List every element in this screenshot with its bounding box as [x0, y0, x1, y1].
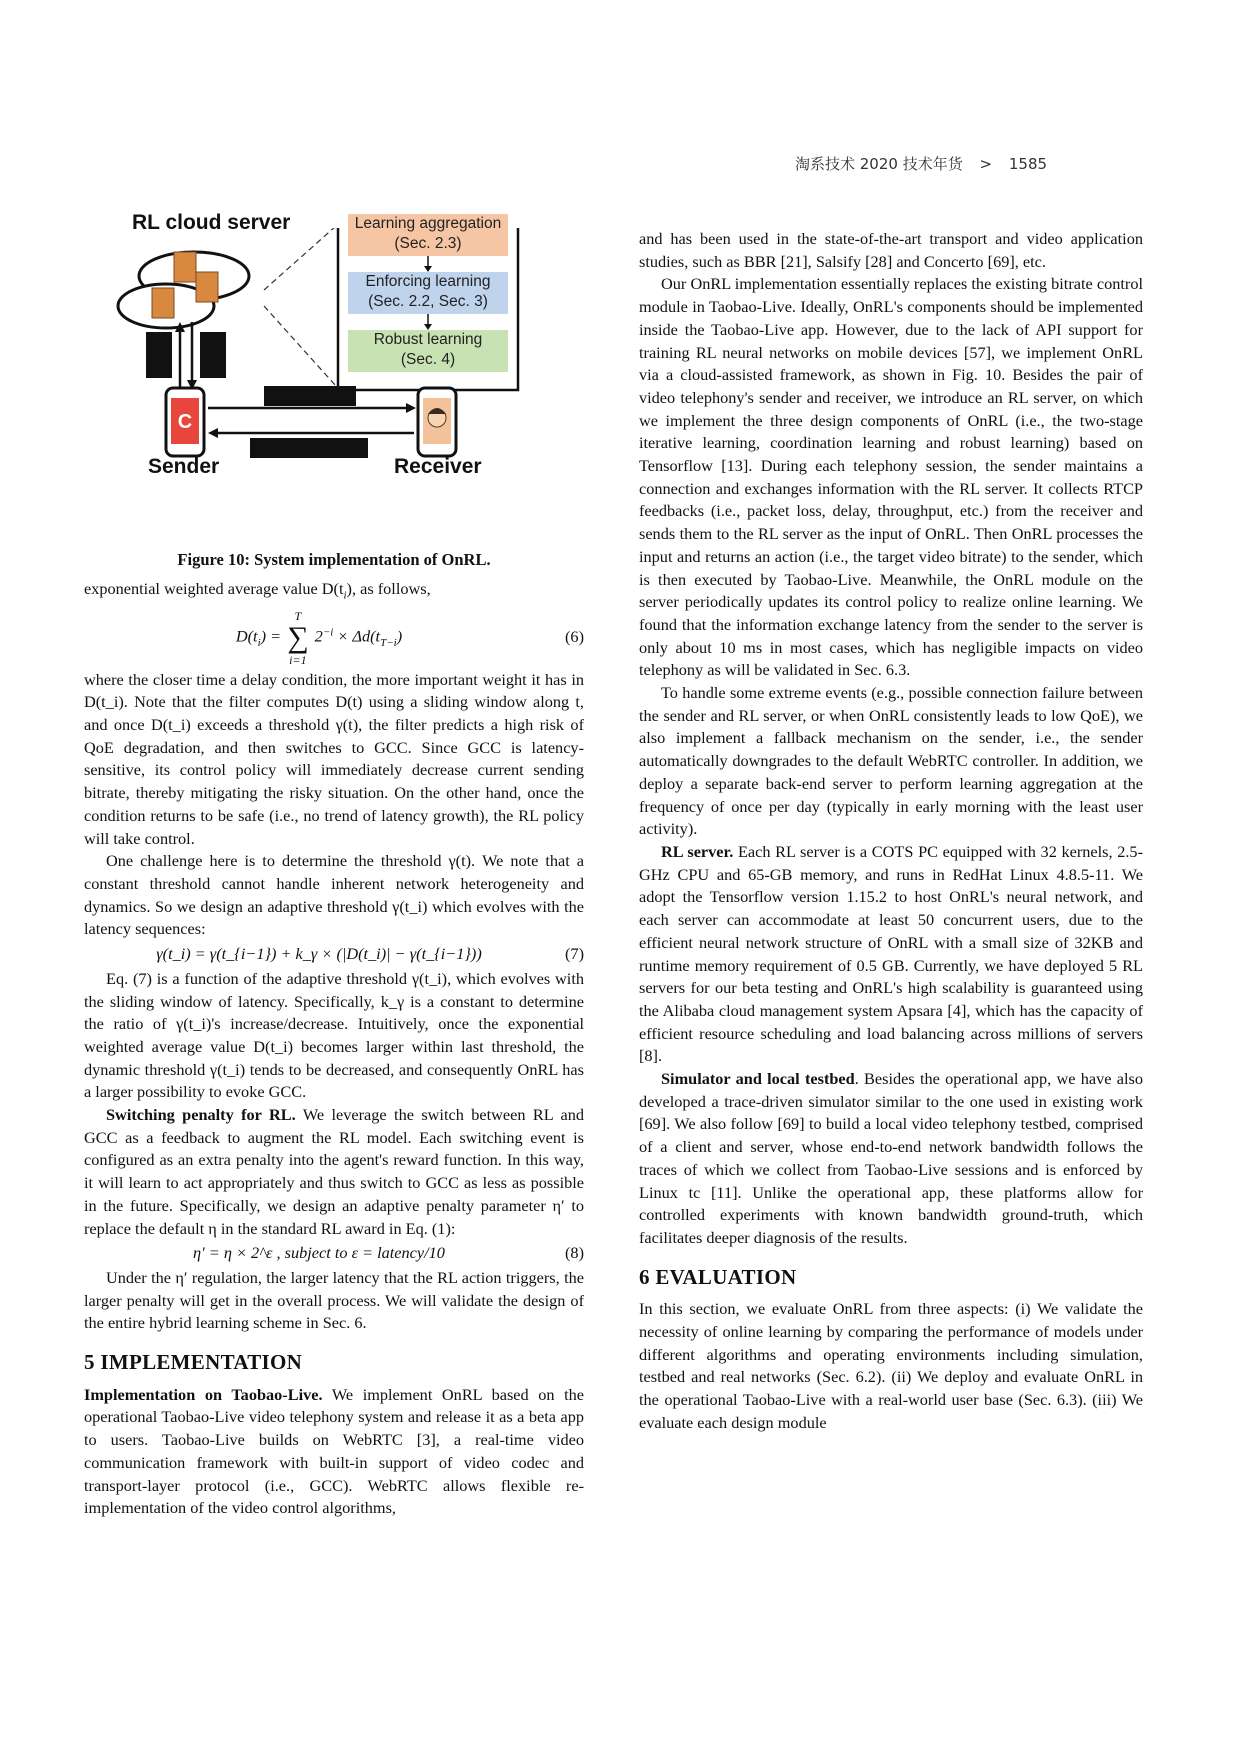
- paragraph: Switching penalty for RL. We leverage the switch between RL and GCC as a feedback to augment the RL model. Each switching event is configured as an extra penalty into the agent's reward function. In this way, it will learn to act appropriately and thus switch to GCC as less as possible in the future. Specifically, we design an adaptive penalty parameter η′ to replace the default η in the standard RL award in Eq. (1):: [84, 1105, 585, 1238]
- sender-phone-icon: [166, 388, 204, 456]
- section-heading: 6 EVALUATION: [639, 1264, 797, 1289]
- section-heading: 5 IMPLEMENTATION: [84, 1350, 303, 1375]
- box-ref: (Sec. 2.3): [394, 235, 462, 252]
- svg-text:C: C: [177, 411, 193, 433]
- redacted-label: [264, 386, 356, 406]
- box-ref: (Sec. 4): [400, 351, 456, 368]
- paragraph: and has been used in the state-of-the-art transport and video application studies, such as BBR [21], Salsify [28] and Concerto [69], etc.: [639, 229, 1143, 271]
- equation-6: $D(t_i)$ = T ∑ i=1 $2^{-i} \times \Delta d(t_{T-i})$ (6): [235, 608, 584, 667]
- paragraph: Eq. (7) is a function of the adaptive threshold γ(t_i), which evolves with the sliding window of latency. Specifically, k_γ is a constant to determine the ratio of γ(t_i)'s increase/decrease. Intuitively, once the exponential weighted average value D(t_i) becomes larger within last threshold, the dynamic threshold γ(t_i) tends to be decreased, and consequently OnRL has a larger possibility to evoke GCC.: [84, 968, 584, 1102]
- box-title: Enforcing learning: [365, 273, 491, 290]
- left-column: [84, 211, 585, 1520]
- right-column: [639, 228, 1143, 1435]
- box-arrows: [84, 228, 584, 348]
- book-title: 淘系技术 2020 技术年货: [795, 155, 963, 173]
- sender-label: Sender: [148, 455, 220, 478]
- paragraph: In this section, we evaluate OnRL from three aspects: (i) We validate the necessity of online learning by comparing the performance of models under different algorithms and operating environments including simulation, testbed and real networks (Sec. 6.2). (ii) We deploy and evaluate OnRL in the operational Taobao-Live with a real-world user base (Sec. 6.3). (iii) We evaluate each design module: [639, 1299, 1143, 1432]
- paragraph: RL server. Each RL server is a COTS PC equipped with 32 kernels, 2.5-GHz CPU and 65-GB memory, and runs in RedHat Linux 4.8.5-11. We adopt the Tensorflow version 1.15.2 to host OnRL's neural network, and each server can accommodate at least 50 concurrent users, due to the efficient neural network structure of OnRL with a small size of 32KB and runtime memory requirement of 0.5 GB. Currently, we have deployed 5 RL servers for our beta testing and OnRL's high scalability is guaranteed using the Alibaba cloud management system Apsara [4], which has the capacity of efficient resource scheduling and load balancing across millions of servers [8].: [639, 841, 1143, 1066]
- receiver-label: Receiver: [394, 455, 482, 478]
- box-ref: (Sec. 2.2, Sec. 3): [368, 293, 488, 310]
- figure-10: [84, 211, 584, 543]
- paragraph: where the closer time a delay condition, the more important weight it has in D(t_i). Note that the filter computes D(t) using a sliding window along t, and once D(t_i) exceeds a threshold γ(t), the filter predicts a high risk of QoE degradation, and then switches to GCC. Since GCC is latency-sensitive, its control policy will immediately decrease current sending bitrate, thereby mitigating the risky situation. On the other hand, once the condition returns to be safe (i.e., no trend of latency growth), the RL policy will take control.: [84, 669, 584, 848]
- paragraph: Simulator and local testbed. Besides the operational app, we have also developed a trace-driven simulator similar to the one used in existing work [69]. We also follow [69] to build a local video telephony testbed, comprised of a client and server, whose end-to-end network bandwidth follows the traces of which we collect from Taobao-Live sessions and is enforced by Linux tc [11]. Unlike the operational app, these platforms allow for controlled experiments with known bandwidth ground-truth, which facilitates deeper diagnosis of the results.: [639, 1069, 1143, 1247]
- paragraph: Implementation on Taobao-Live. We implement OnRL based on the operational Taobao-Live video telephony system and release it as a beta app to users. Taobao-Live builds on WebRTC [3], a real-time video communication framework with built-in support of video codec and transport-layer protocol (i.e., GCC). WebRTC allows flexible re-implementation of the video control algorithms,: [84, 1384, 585, 1518]
- page-number: 1585: [1008, 155, 1048, 173]
- running-header: [795, 153, 1047, 174]
- paragraph: exponential weighted average value $D(t_i)$, as follows,: [84, 578, 431, 601]
- box-title: Robust learning: [373, 331, 483, 348]
- cloud-label: RL cloud server: [132, 211, 291, 234]
- receiver-phone-icon: [418, 388, 456, 456]
- header-separator: >: [979, 155, 993, 173]
- redacted-label: [250, 438, 368, 458]
- paragraph: To handle some extreme events (e.g., possible connection failure between the sender and RL server, or when OnRL consistently leads to low QoE), we also implement a fallback mechanism on the sender, i.e., the sender automatically downgrades to the default WebRTC controller. In addition, we deploy a separate back-end server to perform learning aggregation at the frequency of once per day (typically in early morning with the least user activity).: [639, 683, 1143, 839]
- paragraph: One challenge here is to determine the threshold γ(t). We note that a constant threshold cannot handle inherent network heterogeneity and dynamics. So we design an adaptive threshold γ(t_i) which evolves with the latency sequences:: [84, 851, 584, 939]
- box-title: Learning aggregation: [354, 215, 502, 232]
- equation-7: γ(t_i) = γ(t_{i−1}) + k_γ × (|D(t_i)| − γ(t_{i−1})) (7): [156, 944, 584, 964]
- paragraph: Our OnRL implementation essentially replaces the existing bitrate control module in Taobao-Live. Ideally, OnRL's components should be implemented inside the Taobao-Live app. However, due to the lack of API support for training RL neural networks on mobile devices [57], we implement OnRL via a cloud-assisted framework, as shown in Fig. 10. Besides the pair of video telephony's sender and receiver, we introduce an RL server, on which we implement the three design components of OnRL (i.e., the two-stage iterative learning, coordination learning and robust learning) based on Tensorflow [13]. During each telephony session, the sender maintains a connection and exchanges information with the RL server. It collects RTCP feedbacks (i.e., packet loss, delay, throughput, etc.) from the receiver and sends them to the RL server as the input of OnRL. Then OnRL processes the input and returns an action (i.e., the target video bitrate) to the sender, which is then executed by Taobao-Live. Meanwhile, the OnRL module on the server periodically updates its control policy to realize online learning. We found that the information exchange latency from the sender to the server is only about 10 ms in most cases, which has negligible impacts on video telephony as will be validated in Sec. 6.3.: [639, 274, 1143, 680]
- figure-caption: Figure 10: System implementation of OnRL.: [177, 550, 491, 569]
- equation-8: η′ = η × 2^ε , subject to ε = latency/10 (8): [193, 1243, 584, 1263]
- paragraph: Under the η′ regulation, the larger latency that the RL action triggers, the larger penalty will get in the overall process. We will validate the design of the entire hybrid learning scheme in Sec. 6.: [84, 1267, 584, 1333]
